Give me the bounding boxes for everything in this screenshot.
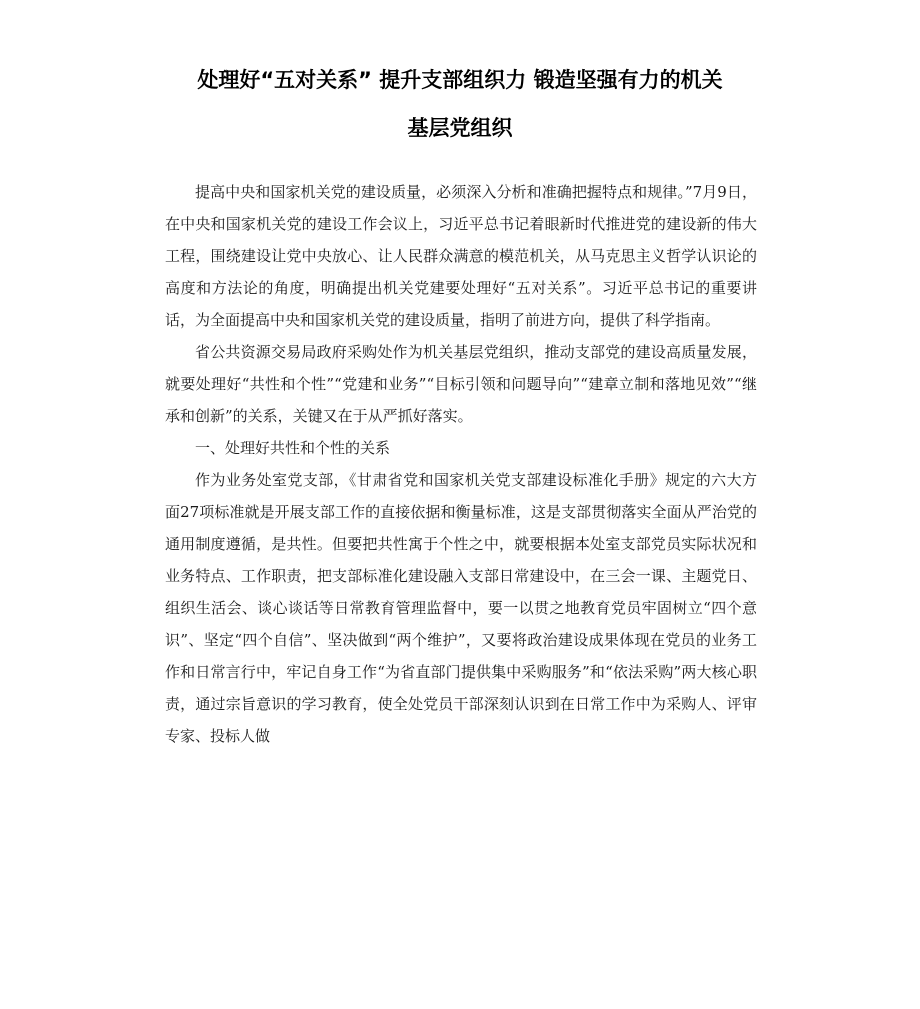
paragraph-intro: 提高中央和国家机关党的建设质量，必须深入分析和准确把握特点和规律。”7月9日，在中央和国家机关党的建设工作会议上，习近平总书记着眼新时代推进党的建设新的伟大工程，围绕建设让党中央放心、让人民群众满意的模范机关，从马克思主义哲学认识论的高度和方法论的角度，明确提出机关党建要处理好“五对关系”。习近平总书记的重要讲话，为全面提高中央和国家机关党的建设质量，指明了前进方向，提供了科学指南。 xyxy=(165,183,757,329)
document-title-line-2: 基层党组织 xyxy=(407,116,513,140)
document-title-line-1: 处理好“五对关系” 提升支部组织力 锻造坚强有力的机关 xyxy=(197,68,723,92)
document-body xyxy=(165,176,757,752)
paragraph-overview: 省公共资源交易局政府采购处作为机关基层党组织，推动支部党的建设高质量发展，就要处理好“共性和个性”“党建和业务”“目标引领和问题导向”“建章立制和落地见效”“继承和创新”的关系，关键又在于从严抓好落实。 xyxy=(165,343,757,425)
section-heading-1: 一、处理好共性和个性的关系 xyxy=(195,439,391,457)
paragraph-section-1: 作为业务处室党支部，《甘肃省党和国家机关党支部建设标准化手册》规定的六大方面27项标准就是开展支部工作的直接依据和衡量标准，这是支部贯彻落实全面从严治党的通用制度遵循，是共性。但要把共性寓于个性之中，就要根据本处室支部党员实际状况和业务特点、工作职责，把支部标准化建设融入支部日常建设中，在三会一课、主题党日、组织生活会、谈心谈话等日常教育管理监督中，要一以贯之地教育党员牢固树立“四个意识”、坚定“四个自信”、坚决做到“两个维护”，又要将政治建设成果体现在党员的业务工作和日常言行中，牢记自身工作“为省直部门提供集中采购服务”和“依法采购”两大核心职责，通过宗旨意识的学习教育，使全处党员干部深刻认识到在日常工作中为采购人、评审专家、投标人做 xyxy=(165,471,757,745)
